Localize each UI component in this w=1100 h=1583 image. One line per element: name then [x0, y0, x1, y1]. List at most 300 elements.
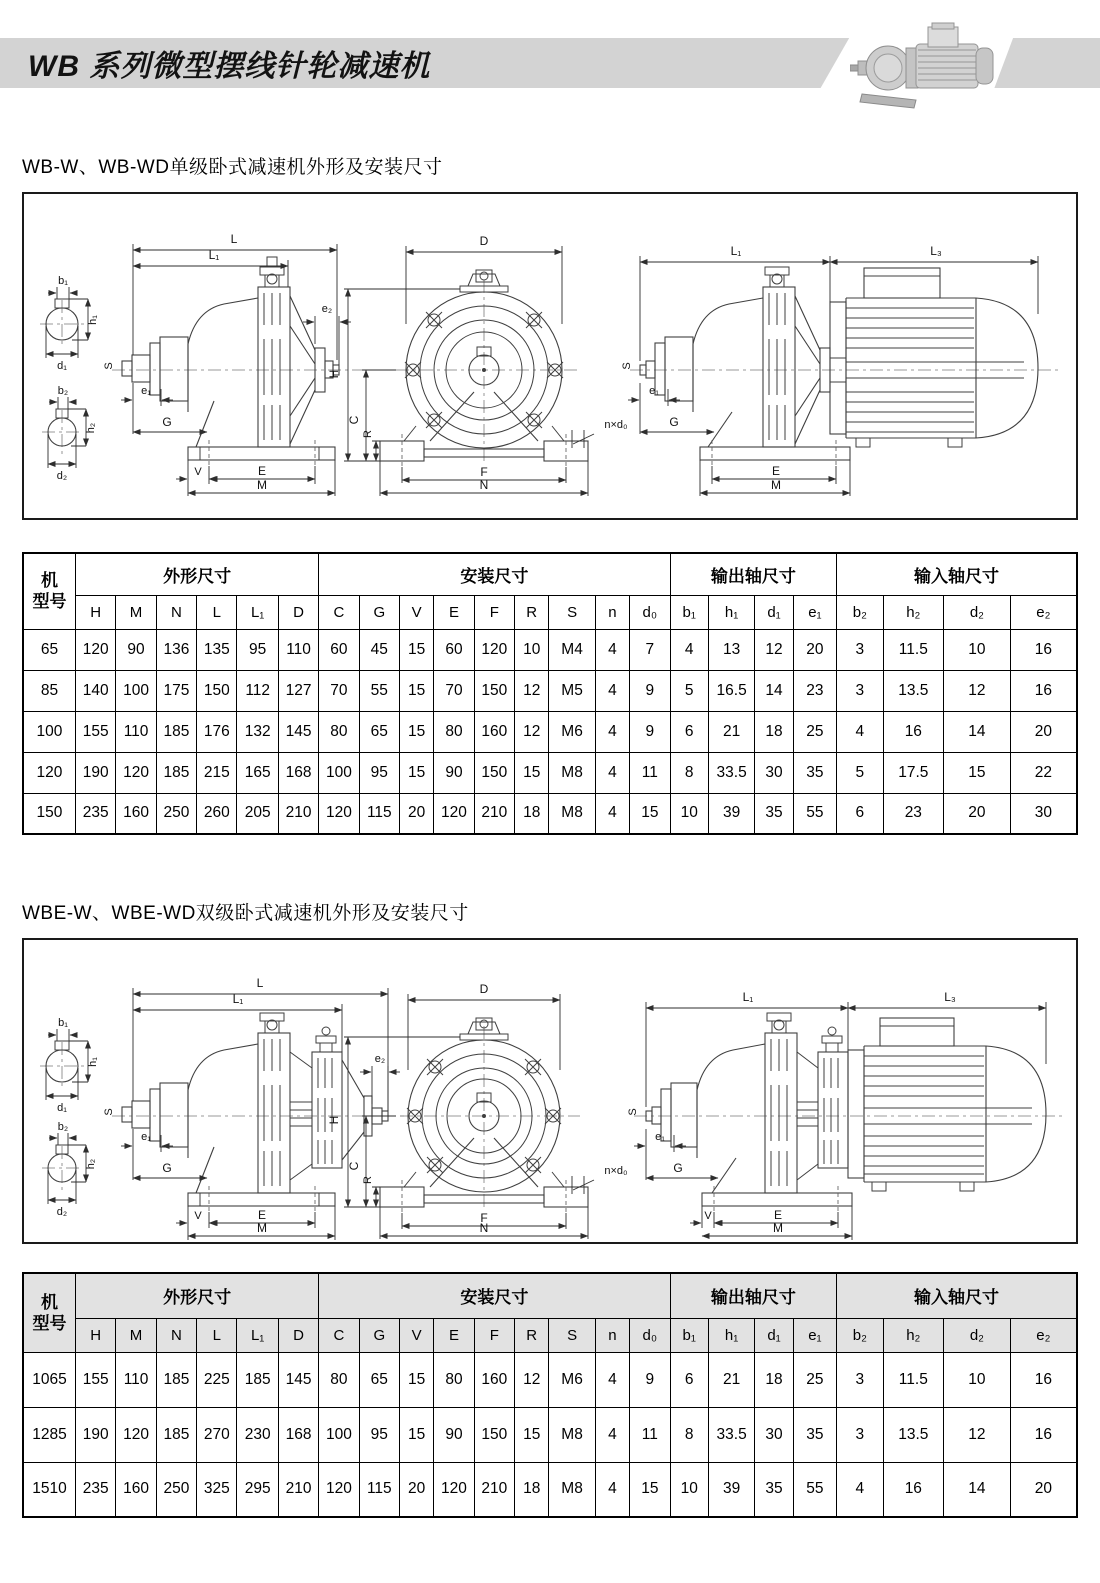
cell-dimension-value: 16.5 — [708, 670, 754, 711]
motor-side-view — [621, 244, 1058, 496]
cell-dimension-value: 260 — [197, 793, 237, 834]
cell-dimension-value: 10 — [670, 793, 708, 834]
col-header: H — [75, 595, 115, 629]
cell-dimension-value: 12 — [944, 670, 1011, 711]
cell-dimension-value: 12 — [755, 629, 793, 670]
cell-dimension-value: 10 — [944, 1352, 1011, 1407]
cell-dimension-value: 145 — [278, 711, 318, 752]
cell-dimension-value: 13.5 — [883, 1407, 944, 1462]
cell-dimension-value: 4 — [670, 629, 708, 670]
cell-dimension-value: M6 — [549, 1352, 595, 1407]
cell-dimension-value: 10 — [670, 1462, 708, 1517]
dim-label-L1-motor: L₁ — [742, 990, 754, 1004]
cell-dimension-value: 120 — [319, 793, 359, 834]
page-title: WB 系列微型摆线针轮减速机 — [28, 50, 431, 83]
cell-dimension-value: 15 — [399, 752, 433, 793]
col-header: F — [474, 595, 514, 629]
shaft-section-output-detail — [40, 275, 99, 372]
cell-dimension-value: 7 — [630, 629, 670, 670]
front-view — [327, 234, 628, 496]
cell-dimension-value: 21 — [708, 1352, 754, 1407]
cell-dimension-value: 185 — [156, 1407, 196, 1462]
cell-dimension-value: 235 — [75, 793, 115, 834]
col-header: N — [156, 1318, 196, 1352]
cell-dimension-value: 176 — [197, 711, 237, 752]
cell-dimension-value: 205 — [237, 793, 278, 834]
cell-dimension-value: 127 — [278, 670, 318, 711]
cell-dimension-value: 12 — [515, 711, 549, 752]
cell-dimension-value: 250 — [156, 1462, 196, 1517]
cell-dimension-value: 3 — [837, 1352, 883, 1407]
cell-dimension-value: 18 — [515, 793, 549, 834]
cell-dimension-value: 20 — [399, 1462, 433, 1517]
dim-label-h2: h₂ — [85, 1158, 97, 1170]
cell-dimension-value: 160 — [116, 1462, 156, 1517]
cell-dimension-value: 15 — [944, 752, 1011, 793]
cell-dimension-value: 9 — [630, 711, 670, 752]
table-head — [23, 553, 1077, 629]
cell-dimension-value: 33.5 — [708, 752, 754, 793]
col-header: e₁ — [793, 595, 836, 629]
cell-dimension-value: 120 — [474, 629, 514, 670]
col-header: b₂ — [837, 595, 883, 629]
cell-dimension-value: 70 — [319, 670, 359, 711]
col-header: b₁ — [670, 595, 708, 629]
cell-dimension-value: 160 — [474, 1352, 514, 1407]
cell-dimension-value: 15 — [515, 752, 549, 793]
cell-dimension-value: 6 — [670, 711, 708, 752]
dim-label-E: E — [257, 1208, 267, 1222]
section-title-double-stage: WBE-W、WBE-WD双级卧式减速机外形及安装尺寸 — [22, 903, 469, 924]
dim-label-G: G — [162, 415, 172, 429]
cell-dimension-value: 145 — [278, 1352, 318, 1407]
dim-label-L3: L₃ — [930, 244, 942, 258]
dim-label-M: M — [257, 478, 267, 492]
col-group-header: 输入轴尺寸 — [837, 1273, 1077, 1318]
table-row — [23, 1407, 1077, 1462]
cell-dimension-value: 4 — [595, 629, 629, 670]
cell-dimension-value: M6 — [549, 711, 595, 752]
cell-dimension-value: 10 — [515, 629, 549, 670]
cell-dimension-value: 16 — [1010, 1352, 1077, 1407]
dim-label-V: V — [194, 466, 202, 478]
cell-dimension-value: 4 — [595, 711, 629, 752]
dim-label-e1-motor: e₁ — [655, 1131, 665, 1143]
dim-label-N: N — [479, 478, 489, 492]
cell-dimension-value: 135 — [197, 629, 237, 670]
col-header: D — [278, 1318, 318, 1352]
dim-label-L: L — [230, 232, 238, 246]
dim-label-b1: b₁ — [58, 275, 68, 287]
technical-drawing-single-stage — [22, 192, 1078, 520]
cell-dimension-value: 20 — [1010, 1462, 1077, 1517]
dim-label-n-d0: n×d₀ — [604, 1165, 628, 1177]
cell-dimension-value: 115 — [359, 1462, 399, 1517]
cell-dimension-value: 8 — [670, 1407, 708, 1462]
cell-dimension-value: 6 — [837, 793, 883, 834]
cell-dimension-value: 20 — [399, 793, 433, 834]
cell-dimension-value: 4 — [595, 793, 629, 834]
cell-dimension-value: 18 — [515, 1462, 549, 1517]
table-row — [23, 1462, 1077, 1517]
cell-dimension-value: 120 — [116, 752, 156, 793]
col-header: h₁ — [708, 1318, 754, 1352]
cell-dimension-value: 12 — [515, 1352, 549, 1407]
cell-dimension-value: 112 — [237, 670, 278, 711]
side-view — [103, 232, 376, 496]
dim-label-S: S — [103, 362, 115, 370]
cell-dimension-value: 4 — [595, 670, 629, 711]
cell-dimension-value: 23 — [793, 670, 836, 711]
cell-dimension-value: 110 — [116, 711, 156, 752]
col-header: M — [116, 1318, 156, 1352]
cell-dimension-value: M8 — [549, 1407, 595, 1462]
cell-dimension-value: 100 — [116, 670, 156, 711]
cell-dimension-value: 13.5 — [883, 670, 944, 711]
cell-dimension-value: 16 — [1010, 629, 1077, 670]
cell-dimension-value: 185 — [237, 1352, 278, 1407]
cell-dimension-value: 35 — [793, 752, 836, 793]
cell-model-number: 100 — [23, 711, 75, 752]
col-header: e₂ — [1010, 595, 1077, 629]
cell-dimension-value: 168 — [278, 752, 318, 793]
col-header: d₁ — [755, 595, 793, 629]
cell-dimension-value: 65 — [359, 1352, 399, 1407]
cell-dimension-value: 15 — [399, 670, 433, 711]
dim-label-M-motor: M — [773, 1221, 783, 1235]
cell-model-number: 1510 — [23, 1462, 75, 1517]
cell-dimension-value: 175 — [156, 670, 196, 711]
col-group-header: 安装尺寸 — [319, 1273, 670, 1318]
col-header: h₁ — [708, 595, 754, 629]
cell-dimension-value: 95 — [237, 629, 278, 670]
cell-dimension-value: 15 — [630, 793, 670, 834]
shaft-section-input-detail — [42, 385, 97, 482]
col-header: E — [434, 1318, 474, 1352]
cell-dimension-value: 14 — [944, 711, 1011, 752]
cell-dimension-value: 10 — [944, 629, 1011, 670]
cell-dimension-value: 22 — [1010, 752, 1077, 793]
table-row — [23, 711, 1077, 752]
col-group-header: 输出轴尺寸 — [670, 553, 837, 595]
dim-label-R: R — [362, 1176, 374, 1184]
cell-dimension-value: 4 — [837, 1462, 883, 1517]
dim-label-S-motor: S — [627, 1108, 639, 1116]
technical-drawing-double-stage — [22, 938, 1078, 1244]
cell-dimension-value: 39 — [708, 793, 754, 834]
cell-dimension-value: 190 — [75, 1407, 115, 1462]
col-header: G — [359, 1318, 399, 1352]
cell-dimension-value: 30 — [755, 752, 793, 793]
cell-dimension-value: 70 — [434, 670, 474, 711]
cell-model-number: 1285 — [23, 1407, 75, 1462]
cell-dimension-value: 14 — [755, 670, 793, 711]
cell-dimension-value: 80 — [434, 711, 474, 752]
cell-dimension-value: 168 — [278, 1407, 318, 1462]
cell-dimension-value: 210 — [278, 1462, 318, 1517]
section-title-single-stage: WB-W、WB-WD单级卧式减速机外形及安装尺寸 — [22, 157, 443, 178]
shaft-section-input-detail — [42, 1121, 97, 1218]
cell-dimension-value: 80 — [434, 1352, 474, 1407]
motor-side-view — [627, 990, 1064, 1240]
dim-label-G: G — [162, 1161, 172, 1175]
table-row — [23, 1352, 1077, 1407]
cell-dimension-value: 150 — [197, 670, 237, 711]
dim-label-b1: b₁ — [58, 1017, 68, 1029]
cell-dimension-value: 4 — [595, 1352, 629, 1407]
dim-label-e1: e₁ — [141, 1131, 151, 1143]
col-header: d₀ — [630, 1318, 670, 1352]
cell-dimension-value: 4 — [595, 1462, 629, 1517]
cell-dimension-value: 35 — [755, 793, 793, 834]
drawing-double-stage-svg — [24, 940, 1076, 1242]
dim-label-F: F — [480, 1211, 488, 1225]
col-header: e₂ — [1010, 1318, 1077, 1352]
cell-dimension-value: 11 — [630, 1407, 670, 1462]
cell-dimension-value: 132 — [237, 711, 278, 752]
table-head — [23, 1273, 1077, 1352]
drawing-single-stage-svg — [24, 194, 1076, 518]
cell-dimension-value: 12 — [515, 670, 549, 711]
table-row — [23, 629, 1077, 670]
dim-label-H: H — [327, 1115, 341, 1125]
header-sub-row — [23, 595, 1077, 629]
cell-dimension-value: 115 — [359, 793, 399, 834]
cell-dimension-value: 60 — [434, 629, 474, 670]
cell-dimension-value: 90 — [434, 752, 474, 793]
col-header: G — [359, 595, 399, 629]
cell-dimension-value: 17.5 — [883, 752, 944, 793]
dim-label-L3: L₃ — [944, 990, 956, 1004]
cell-model-number: 65 — [23, 629, 75, 670]
cell-dimension-value: 150 — [474, 1407, 514, 1462]
dim-label-e2: e₂ — [321, 303, 333, 315]
cell-dimension-value: 9 — [630, 670, 670, 711]
cell-dimension-value: 35 — [755, 1462, 793, 1517]
dim-label-n-d0: n×d₀ — [604, 419, 628, 431]
dim-label-L1: L₁ — [232, 992, 244, 1006]
cell-dimension-value: 15 — [630, 1462, 670, 1517]
table-row — [23, 752, 1077, 793]
cell-dimension-value: 55 — [793, 1462, 836, 1517]
cell-dimension-value: 39 — [708, 1462, 754, 1517]
cell-dimension-value: 25 — [793, 1352, 836, 1407]
col-group-header: 输出轴尺寸 — [670, 1273, 837, 1318]
cell-dimension-value: 15 — [399, 1407, 433, 1462]
dim-label-d1: d₁ — [57, 1102, 67, 1114]
cell-dimension-value: 55 — [793, 793, 836, 834]
dim-label-S: S — [103, 1108, 115, 1116]
header-group-row — [23, 1273, 1077, 1318]
cell-dimension-value: 325 — [197, 1462, 237, 1517]
cell-dimension-value: 165 — [237, 752, 278, 793]
col-header: F — [474, 1318, 514, 1352]
dim-label-h1: h₁ — [87, 1057, 99, 1067]
dim-label-e1-motor: e₁ — [649, 385, 659, 397]
cell-dimension-value: 11.5 — [883, 1352, 944, 1407]
cell-dimension-value: 16 — [1010, 1407, 1077, 1462]
cell-dimension-value: 18 — [755, 711, 793, 752]
dim-label-G-motor: G — [669, 415, 679, 429]
dim-label-F: F — [480, 465, 488, 479]
cell-dimension-value: 4 — [595, 1407, 629, 1462]
col-group-header: 输入轴尺寸 — [837, 553, 1077, 595]
cell-model-number: 85 — [23, 670, 75, 711]
cell-dimension-value: 136 — [156, 629, 196, 670]
page-banner — [0, 38, 1100, 88]
cell-dimension-value: 6 — [670, 1352, 708, 1407]
cell-dimension-value: 3 — [837, 1407, 883, 1462]
col-header: V — [399, 595, 433, 629]
cell-model-number: 150 — [23, 793, 75, 834]
cell-dimension-value: 185 — [156, 752, 196, 793]
cell-dimension-value: 120 — [75, 629, 115, 670]
dim-label-N: N — [479, 1221, 489, 1235]
dim-label-C: C — [347, 415, 361, 425]
cell-dimension-value: 15 — [399, 629, 433, 670]
dim-label-d2: d₂ — [56, 1206, 68, 1218]
dim-label-h1: h₁ — [87, 315, 99, 325]
dim-label-e2: e₂ — [374, 1053, 386, 1065]
col-header: L₁ — [237, 595, 278, 629]
cell-dimension-value: 90 — [116, 629, 156, 670]
header-sub-row — [23, 1318, 1077, 1352]
col-header: L₁ — [237, 1318, 278, 1352]
col-header: L — [197, 1318, 237, 1352]
col-header: h₂ — [883, 1318, 944, 1352]
col-header: b₂ — [837, 1318, 883, 1352]
cell-dimension-value: 150 — [474, 670, 514, 711]
cell-dimension-value: 35 — [793, 1407, 836, 1462]
dim-label-L: L — [256, 976, 264, 990]
cell-dimension-value: 185 — [156, 1352, 196, 1407]
cell-dimension-value: 45 — [359, 629, 399, 670]
cell-dimension-value: 110 — [278, 629, 318, 670]
dim-label-C: C — [347, 1161, 361, 1171]
cell-dimension-value: M8 — [549, 793, 595, 834]
col-header: L — [197, 595, 237, 629]
dim-label-b2: b₂ — [57, 1121, 69, 1133]
cell-dimension-value: 235 — [75, 1462, 115, 1517]
cell-dimension-value: 155 — [75, 711, 115, 752]
dimension-table-double-stage — [22, 1272, 1078, 1518]
cell-dimension-value: 3 — [837, 670, 883, 711]
cell-dimension-value: 210 — [278, 793, 318, 834]
dim-label-V-motor: V — [704, 1210, 712, 1222]
table-body — [23, 629, 1077, 834]
cell-dimension-value: 230 — [237, 1407, 278, 1462]
col-header: d₂ — [944, 1318, 1011, 1352]
cell-dimension-value: 215 — [197, 752, 237, 793]
dim-label-L1: L₁ — [208, 248, 220, 262]
cell-dimension-value: 20 — [944, 793, 1011, 834]
dim-label-h2: h₂ — [85, 422, 97, 434]
cell-dimension-value: 3 — [837, 629, 883, 670]
dim-label-V: V — [194, 1210, 202, 1222]
cell-dimension-value: M8 — [549, 752, 595, 793]
cell-dimension-value: 25 — [793, 711, 836, 752]
col-group-header: 安装尺寸 — [319, 553, 670, 595]
cell-dimension-value: 210 — [474, 1462, 514, 1517]
col-header: R — [515, 1318, 549, 1352]
col-header: n — [595, 1318, 629, 1352]
cell-dimension-value: 80 — [319, 1352, 359, 1407]
cell-dimension-value: 225 — [197, 1352, 237, 1407]
col-header: n — [595, 595, 629, 629]
cell-dimension-value: 250 — [156, 793, 196, 834]
dim-label-E-motor: E — [773, 1208, 783, 1222]
cell-dimension-value: 23 — [883, 793, 944, 834]
cell-dimension-value: 120 — [434, 1462, 474, 1517]
dim-label-E: E — [257, 464, 267, 478]
dim-label-e1: e₁ — [141, 385, 151, 397]
side-view — [103, 976, 404, 1240]
col-header: M — [116, 595, 156, 629]
col-header: C — [319, 595, 359, 629]
dim-label-D: D — [479, 234, 489, 248]
cell-dimension-value: 150 — [474, 752, 514, 793]
cell-dimension-value: 185 — [156, 711, 196, 752]
col-group-header: 外形尺寸 — [75, 553, 318, 595]
cell-dimension-value: 16 — [1010, 670, 1077, 711]
cell-dimension-value: M8 — [549, 1462, 595, 1517]
cell-dimension-value: 4 — [595, 752, 629, 793]
cell-dimension-value: 80 — [319, 711, 359, 752]
cell-dimension-value: 60 — [319, 629, 359, 670]
cell-dimension-value: 20 — [1010, 711, 1077, 752]
cell-dimension-value: 30 — [755, 1407, 793, 1462]
col-header: d₀ — [630, 595, 670, 629]
col-header: D — [278, 595, 318, 629]
cell-dimension-value: 295 — [237, 1462, 278, 1517]
cell-dimension-value: 33.5 — [708, 1407, 754, 1462]
cell-dimension-value: 4 — [837, 711, 883, 752]
cell-dimension-value: 190 — [75, 752, 115, 793]
dim-label-M-motor: M — [771, 478, 781, 492]
cell-dimension-value: 160 — [116, 793, 156, 834]
cell-dimension-value: 11 — [630, 752, 670, 793]
col-header: h₂ — [883, 595, 944, 629]
gear-motor-photo — [850, 20, 1015, 112]
dim-label-E-motor: E — [771, 464, 781, 478]
col-header: C — [319, 1318, 359, 1352]
cell-model-number: 1065 — [23, 1352, 75, 1407]
cell-dimension-value: 120 — [319, 1462, 359, 1517]
cell-model-number: 120 — [23, 752, 75, 793]
dimension-table-single-stage — [22, 552, 1078, 835]
cell-dimension-value: 5 — [837, 752, 883, 793]
cell-dimension-value: 100 — [319, 1407, 359, 1462]
col-group-header: 外形尺寸 — [75, 1273, 318, 1318]
cell-dimension-value: 100 — [319, 752, 359, 793]
cell-dimension-value: 140 — [75, 670, 115, 711]
cell-dimension-value: 90 — [434, 1407, 474, 1462]
col-header: N — [156, 595, 196, 629]
cell-dimension-value: 110 — [116, 1352, 156, 1407]
col-header-machine-model: 机 型号 — [23, 1273, 75, 1352]
cell-dimension-value: 15 — [399, 711, 433, 752]
cell-dimension-value: 120 — [116, 1407, 156, 1462]
col-header: b₁ — [670, 1318, 708, 1352]
cell-dimension-value: 5 — [670, 670, 708, 711]
col-header: d₂ — [944, 595, 1011, 629]
cell-dimension-value: M4 — [549, 629, 595, 670]
cell-dimension-value: 11.5 — [883, 629, 944, 670]
cell-dimension-value: 55 — [359, 670, 399, 711]
col-header: S — [549, 595, 595, 629]
dim-label-G-motor: G — [673, 1161, 683, 1175]
cell-dimension-value: 8 — [670, 752, 708, 793]
